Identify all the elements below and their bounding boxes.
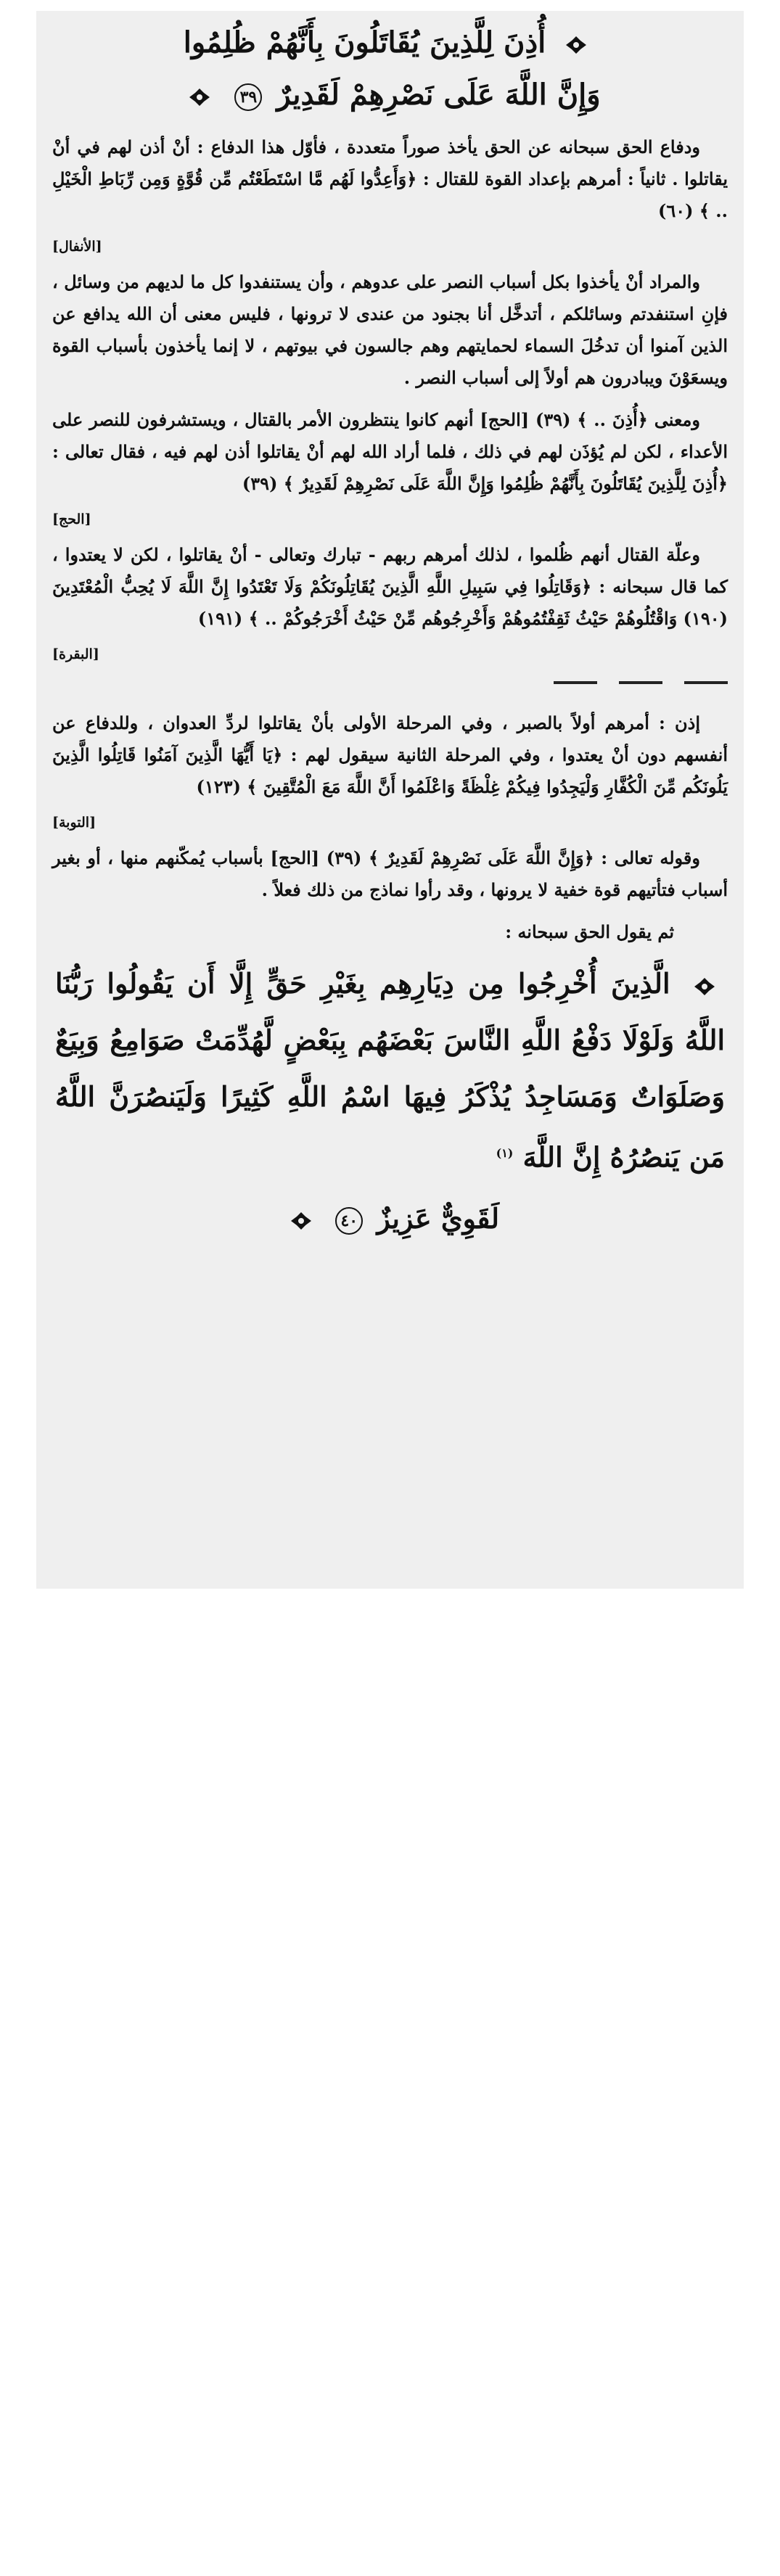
paragraph-text: إذن : أمرهم أولاً بالصبر ، وفي المرحلة الأولى بأنْ يقاتلوا لردِّ العدوان ، وللدفاع عن أنفسهم دون أنْ يعتدوا ، وفي المرحلة الثانية سيقول لهم : [52, 712, 728, 765]
quran-quote: ﴿أُذِنَ لِلَّذِينَ يُقَاتَلُونَ بِأَنَّهُمْ ظُلِمُوا وَإِنَّ اللَّهَ عَلَى نَصْرِهِمْ لَقَدِيرٌ ﴾ (٣٩) [242, 473, 728, 494]
intro-line: ثم يقول الحق سبحانه : [505, 921, 674, 942]
quran-quote: ﴿يَا أَيُّهَا الَّذِينَ آمَنُوا قَاتِلُوا الَّذِينَ يَلُونَكُم مِّنَ الْكُفَّارِ وَلْيَجِدُوا فِيكُمْ غِلْظَةً وَاعْلَمُوا أَنَّ اللَّهَ مَعَ الْمُتَّقِينَ ﴾ (١٢٣) [52, 744, 728, 797]
paragraph-4 [52, 539, 728, 635]
surah-reference: [التوبة] [52, 815, 97, 831]
big-verse-end-text: لَقَوِيٌّ عَزِيزٌ [377, 1201, 500, 1235]
scanned-page [36, 11, 744, 1589]
quran-quote: ﴿وَقَاتِلُوا فِي سَبِيلِ اللَّهِ الَّذِينَ يُقَاتِلُونَكُمْ وَلَا تَعْتَدُوا إِنَّ اللَّهَ لَا يُحِبُّ الْمُعْتَدِينَ (١٩٠) وَاقْتُلُوهُمْ حَيْثُ ثَقِفْتُمُوهُمْ وَأَخْرِجُوهُم مِّنْ حَيْثُ أَخْرَجُوكُمْ .. ﴾ (١٩١) [52, 576, 728, 629]
paragraph-3 [52, 404, 728, 500]
quran-quote: ﴿وَأَعِدُّوا لَهُم مَّا اسْتَطَعْتُم مِّن قُوَّةٍ وَمِن رِّبَاطِ الْخَيْلِ .. ﴾ (٦٠) [52, 168, 728, 221]
verse-number-badge: ٤٠ [335, 1207, 363, 1235]
verse-heading [41, 17, 739, 121]
divider-dash [554, 681, 597, 684]
paragraph-6 [52, 842, 728, 906]
big-verse [55, 955, 725, 1186]
page-content [41, 17, 739, 1244]
paragraph-text: ودفاع الحق سبحانه عن الحق يأخذ صوراً متعددة ، فأوّل هذا الدفاع : أنْ أذن لهم في أنْ يقاتلوا . ثانياً : أمرهم بإعداد القوة للقتال : [52, 136, 728, 189]
divider-dash [684, 681, 728, 684]
paragraph-1 [52, 131, 728, 227]
ornament-icon [693, 976, 716, 997]
ornament-icon [565, 35, 588, 55]
verse-number-badge: ٣٩ [234, 83, 262, 111]
footnote-marker: (١) [496, 1146, 514, 1160]
section-divider [52, 668, 728, 697]
verse-heading-line-2 [41, 69, 739, 121]
verse-heading-text-2: وَإِنَّ اللَّهَ عَلَى نَصْرِهِمْ لَقَدِيرٌ [276, 78, 601, 112]
paragraph-2 [52, 266, 728, 394]
ornament-icon [290, 1211, 313, 1231]
surah-reference: [الأنفال] [52, 239, 102, 255]
surah-reference: [الحج] [52, 511, 91, 527]
big-verse-text: الَّذِينَ أُخْرِجُوا مِن دِيَارِهِم بِغَيْرِ حَقٍّ إِلَّا أَن يَقُولُوا رَبُّنَا اللَّهُ وَلَوْلَا دَفْعُ اللَّهِ النَّاسَ بَعْضَهُم بِبَعْضٍ لَّهُدِّمَتْ صَوَامِعُ وَبِيَعٌ وَصَلَوَاتٌ وَمَسَاجِدُ يُذْكَرُ فِيهَا اسْمُ اللَّهِ كَثِيرًا وَلَيَنصُرَنَّ اللَّهُ مَن يَنصُرُهُ إِنَّ اللَّهَ [55, 967, 725, 1174]
divider-dash [619, 681, 662, 684]
paragraph-text: والمراد أنْ يأخذوا بكل أسباب النصر على عدوهم ، وأن يستنفدوا كل ما لديهم من وسائل ، فإنِ استنفدتم وسائلكم ، أتدخَّل أنا بجنود من عندى لا ترونها ، فليس معنى أن الله يدافع عن الذين آمنوا أن تدخُلَ السماء لحمايتهم وهم جالسون في بيوتهم ، لا إنما يأخذون بأسباب القوة ويسعَوْنَ ويبادرون هم أولاً إلى أسباب النصر . [52, 271, 728, 388]
ornament-icon [188, 87, 211, 107]
paragraph-text: ومعنى ﴿أُذِنَ .. ﴾ (٣٩) [الحج] أنهم كانوا ينتظرون الأمر بالقتال ، ويستشرفون للنصر على الأعداء ، لكن لم يُؤذَن لهم في ذلك ، فلما أراد الله لهم أنْ يقاتلوا أذن لهم فيه ، فقال تعالى : [52, 409, 728, 462]
verse-heading-line-1 [41, 17, 739, 69]
surah-reference: [البقرة] [52, 646, 99, 662]
paragraph-text: وقوله تعالى : ﴿وَإِنَّ اللَّهَ عَلَى نَصْرِهِمْ لَقَدِيرٌ ﴾ (٣٩) [الحج] بأسباب يُمكّنهم منها ، أو بغير أسباب فتأتيهم قوة خفية لا يرونها ، وقد رأوا نماذج من ذلك فعلاً . [52, 847, 728, 900]
big-verse-end [41, 1193, 739, 1244]
verse-heading-text-1: أُذِنَ لِلَّذِينَ يُقَاتَلُونَ بِأَنَّهُمْ ظُلِمُوا [183, 25, 546, 59]
paragraph-text: وعلّة القتال أنهم ظُلموا ، لذلك أمرهم ربهم - تبارك وتعالى - أنْ يقاتلوا ، لكن لا يعتدوا ، كما قال سبحانه : [52, 544, 728, 597]
paragraph-5 [52, 707, 728, 803]
